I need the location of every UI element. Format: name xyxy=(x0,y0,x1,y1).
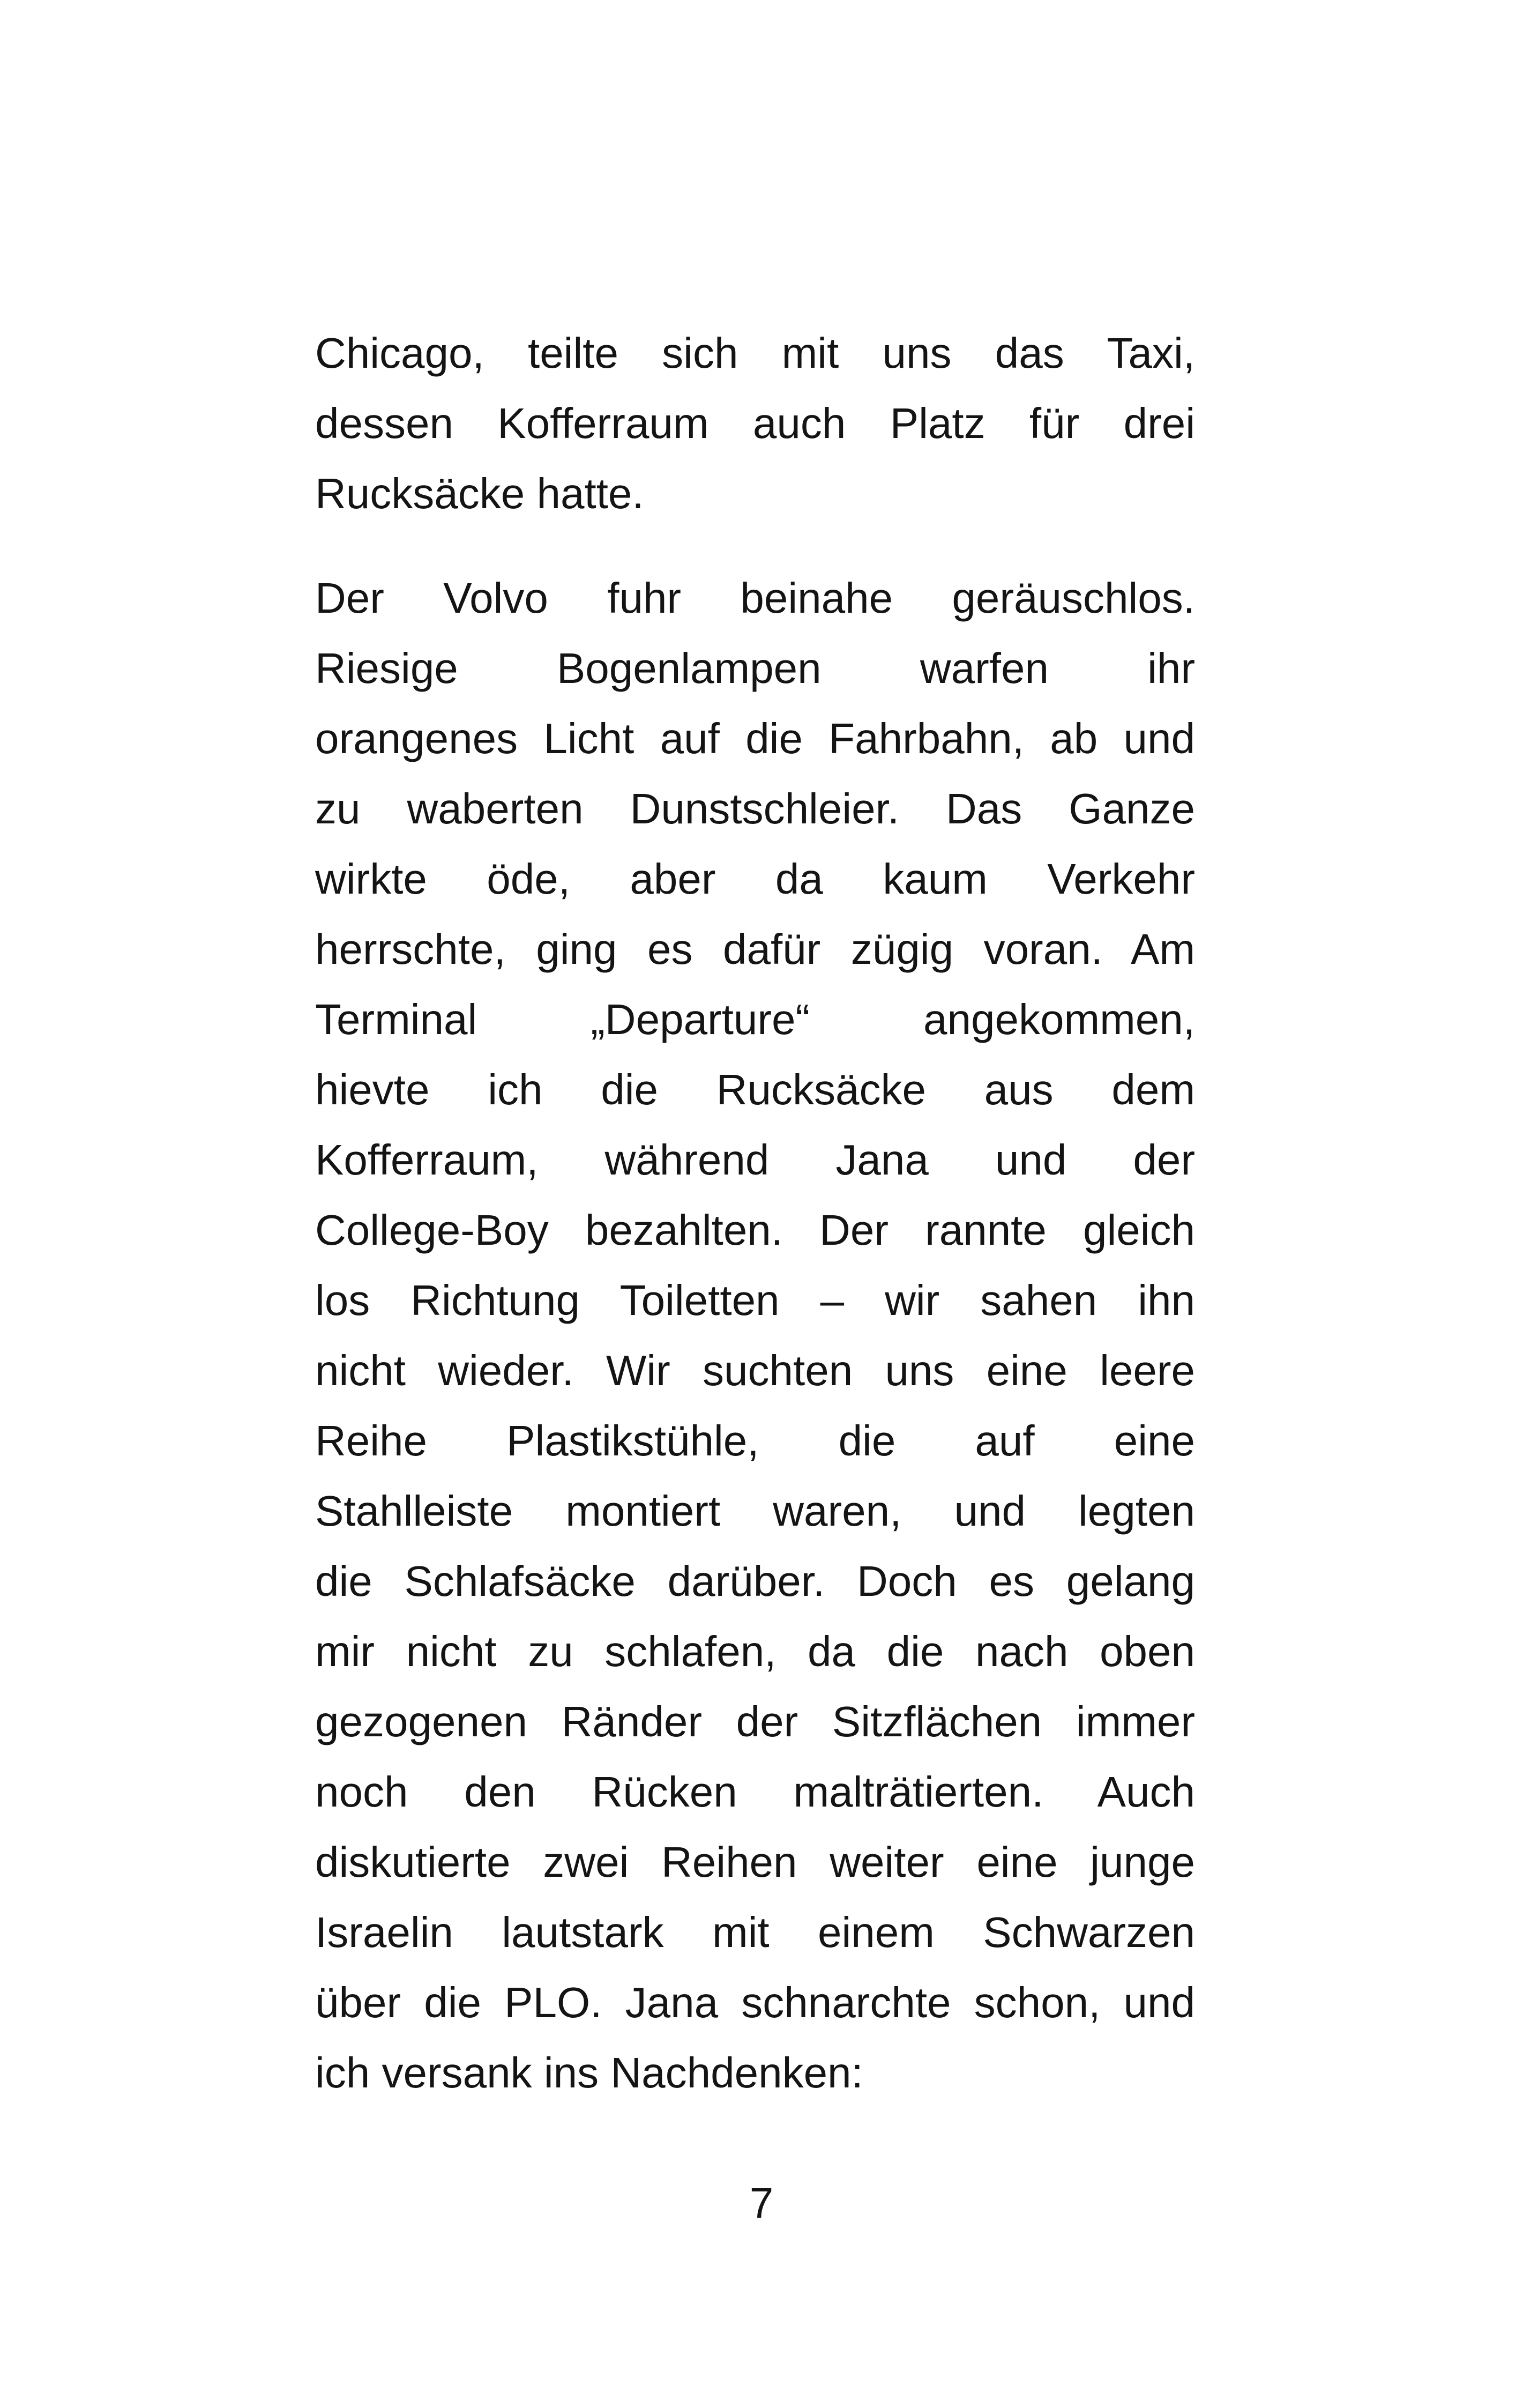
text-line: Riesige Bogenlampen warfen ihr xyxy=(315,644,1195,692)
text-line: Terminal „Departure“ angekommen, xyxy=(315,995,1195,1043)
text-line: wirkte öde, aber da kaum Verkehr xyxy=(315,855,1195,903)
text-line: ich versank ins Nachdenken: xyxy=(315,2049,863,2097)
text-line: diskutierte zwei Reihen weiter eine junge xyxy=(315,1838,1195,1886)
text-line: Der Volvo fuhr beinahe geräuschlos. xyxy=(315,574,1195,622)
text-line: dessen Kofferraum auch Platz für drei xyxy=(315,399,1195,447)
text-line: über die PLO. Jana schnarchte schon, und xyxy=(315,1979,1195,2026)
text-line: Israelin lautstark mit einem Schwarzen xyxy=(315,1908,1195,1956)
text-line: Rucksäcke hatte. xyxy=(315,470,644,517)
text-line: orangenes Licht auf die Fahrbahn, ab und xyxy=(315,715,1195,762)
text-line: die Schlafsäcke darüber. Doch es gelang xyxy=(315,1557,1195,1605)
text-line: noch den Rücken malträtierten. Auch xyxy=(315,1768,1195,1816)
text-line: nicht wieder. Wir suchten uns eine leere xyxy=(315,1347,1195,1394)
page-number: 7 xyxy=(749,2179,774,2227)
text-line: gezogenen Ränder der Sitzflächen immer xyxy=(315,1698,1195,1745)
text-line: Chicago, teilte sich mit uns das Taxi, xyxy=(315,329,1195,377)
text-line: Kofferraum, während Jana und der xyxy=(315,1136,1195,1184)
text-line: Reihe Plastikstühle, die auf eine xyxy=(315,1417,1195,1465)
text-line: herrschte, ging es dafür zügig voran. Am xyxy=(315,925,1195,973)
text-line: mir nicht zu schlafen, da die nach oben xyxy=(315,1627,1195,1675)
text-line: hievte ich die Rucksäcke aus dem xyxy=(315,1066,1195,1113)
text-line: Stahlleiste montiert waren, und legten xyxy=(315,1487,1195,1535)
text-line: zu waberten Dunstschleier. Das Ganze xyxy=(315,785,1195,833)
text-line: los Richtung Toiletten – wir sahen ihn xyxy=(315,1276,1195,1324)
text-line: College-Boy bezahlten. Der rannte gleich xyxy=(315,1206,1195,1254)
